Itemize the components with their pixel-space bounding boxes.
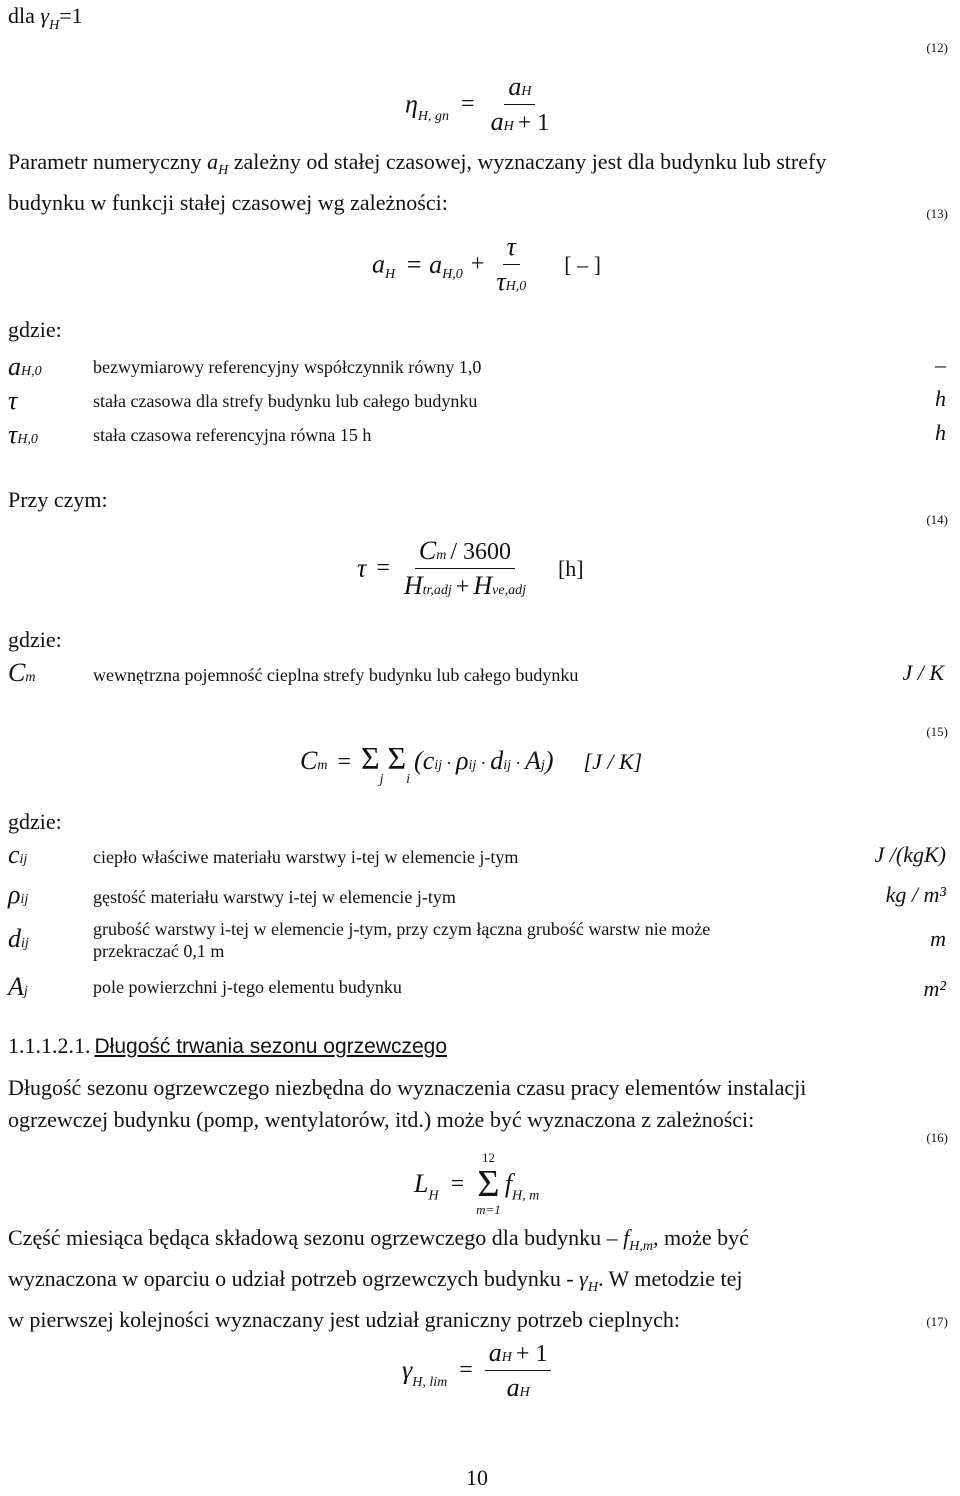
eq14-num-c: C xyxy=(418,536,437,565)
intro-prefix: dla xyxy=(8,3,35,28)
where-label-2: gdzie: xyxy=(8,627,62,652)
def-description: ciepło właściwe materiału warstwy i-tej w elemencie j-tym xyxy=(93,847,519,867)
p3-f-sub: H,m xyxy=(629,1239,653,1254)
eq14-den-plus: + xyxy=(455,574,470,600)
def-description: grubość warstwy i-tej w elemencie j-tym, przy czym łączna grubość warstw nie może xyxy=(93,919,711,939)
eq15-d: d xyxy=(490,746,504,775)
eq16-f-sub: H, m xyxy=(512,1188,540,1204)
eq15-unit: [J / K] xyxy=(583,749,643,774)
equation-number-14: (14) xyxy=(926,512,948,527)
eq13-term: = a xyxy=(405,249,443,279)
eq15-a: A xyxy=(525,746,541,775)
sum-sign-i: Σ xyxy=(387,740,407,776)
definition-row xyxy=(0,386,960,420)
def-sub: m xyxy=(25,670,36,685)
def-symbol: ρ xyxy=(8,880,21,909)
eq14-equals: = xyxy=(376,555,390,581)
eq15-rho: ρ xyxy=(456,746,469,775)
page-number: 10 xyxy=(466,1465,488,1490)
eq17-num-a: a xyxy=(488,1338,502,1367)
def-unit: h xyxy=(935,420,946,445)
eq13-lhs-sub: H xyxy=(385,267,396,283)
def-description: gęstość materiału warstwy i-tej w elemencie j-tym xyxy=(93,887,456,907)
where-label-1: gdzie: xyxy=(8,317,62,342)
eq17-lhs: γ xyxy=(402,1355,413,1385)
p2-line2: ogrzewczej budynku (pomp, wentylatorów, itd.) może być wyznaczona z zależności: xyxy=(8,1107,755,1132)
eq14-den-a-sub: tr,adj xyxy=(422,583,452,598)
eq13-den-sub: H,0 xyxy=(505,279,527,294)
eq17-den-a: a xyxy=(506,1373,520,1402)
paragraph-1 xyxy=(8,146,952,219)
definition-row xyxy=(0,918,960,966)
eq14-num-rest: / 3600 xyxy=(450,539,511,565)
def-sub: ij xyxy=(19,852,28,867)
p3-line1-b: , może być xyxy=(653,1225,749,1250)
definition-row xyxy=(0,972,960,1006)
definition-row xyxy=(0,658,960,692)
equation-number-15: (15) xyxy=(926,724,948,739)
equation-number-13: (13) xyxy=(926,206,948,221)
eq15-a-sub: j xyxy=(540,758,545,773)
eq16-equals: = xyxy=(450,1170,465,1197)
equation-12 xyxy=(405,72,553,137)
equation-13 xyxy=(372,232,601,297)
p1-line2: budynku w funkcji stałej czasowej wg zależności: xyxy=(8,190,448,215)
eta-symbol: η xyxy=(405,89,418,119)
def-symbol: τ xyxy=(8,386,18,415)
def-description: stała czasowa dla strefy budynku lub całego budynku xyxy=(93,391,478,411)
eq16-upper: 12 xyxy=(481,1150,495,1165)
definition-row xyxy=(0,840,960,874)
def-sub: H,0 xyxy=(17,432,38,447)
definition-row xyxy=(0,352,960,386)
p1-text-a: Parametr numeryczny xyxy=(8,149,208,174)
denominator-a: a xyxy=(490,107,504,136)
sum-sign-j: Σ xyxy=(361,740,380,776)
def-symbol: d xyxy=(8,924,21,953)
eq17-num-rest: + 1 xyxy=(515,1341,548,1367)
def-description: wewnętrzna pojemność cieplna strefy budynku lub całego budynku xyxy=(93,665,579,685)
eq16-lower: m=1 xyxy=(476,1202,501,1217)
eq17-lhs-sub: H, lim xyxy=(412,1375,448,1391)
eq15-d-sub: ij xyxy=(503,758,512,773)
equation-number-12: (12) xyxy=(926,40,948,55)
fraction xyxy=(487,72,554,137)
p2-line1: Długość sezonu ogrzewczego niezbędna do wyznaczenia czasu pracy elementów instalacji xyxy=(8,1075,807,1100)
numerator-a: a xyxy=(508,72,522,101)
eq13-fraction xyxy=(492,232,530,297)
eq17-equals: = xyxy=(459,1357,473,1383)
def-sub: ij xyxy=(21,936,29,951)
intro-line xyxy=(8,0,83,42)
eq17-num-sub: H xyxy=(501,1350,512,1365)
equation-17 xyxy=(402,1338,551,1403)
def-unit: J /(kgK) xyxy=(874,842,946,867)
equation-16 xyxy=(414,1150,539,1218)
eta-sub: H, gn xyxy=(417,109,450,125)
eq16-sum xyxy=(476,1150,501,1218)
p3-line3: w pierwszej kolejności wyznaczany jest udział graniczny potrzeb cieplnych: xyxy=(8,1307,680,1332)
eq14-lhs: τ xyxy=(357,553,367,583)
equation-14 xyxy=(357,536,584,601)
eq13-num: τ xyxy=(506,232,516,261)
def-unit: J / K xyxy=(902,660,944,685)
eq15-sum-i: i xyxy=(406,772,411,787)
p1-sym-sub: H xyxy=(218,163,229,178)
p1-sym: a xyxy=(207,149,219,174)
eq15-lhs: C xyxy=(300,746,318,775)
section-heading xyxy=(8,1030,447,1062)
eq13-lhs: a xyxy=(372,249,385,279)
equation-number-17: (17) xyxy=(926,1314,948,1329)
eq14-num-sub: m xyxy=(436,548,447,563)
eq14-den-a: H xyxy=(403,571,423,600)
eq15-close: ) xyxy=(544,746,554,775)
def-sub: j xyxy=(23,984,28,999)
p3-gamma: γ xyxy=(579,1266,588,1291)
equals-sign: = xyxy=(461,91,475,117)
def-symbol: c xyxy=(8,840,20,869)
denominator-sub: H xyxy=(503,119,514,134)
def-description: pole powierzchni j-tego elementu budynku xyxy=(93,977,402,997)
eq16-lhs: L xyxy=(414,1169,429,1198)
def-unit: h xyxy=(935,386,946,411)
numerator-sub: H xyxy=(521,84,532,99)
section-number: 1.1.1.2.1. xyxy=(8,1033,91,1058)
def-description: bezwymiarowy referencyjny współczynnik równy 1,0 xyxy=(93,357,482,377)
eq15-c-sub: ij xyxy=(434,758,443,773)
gamma-symbol: γ xyxy=(40,3,50,28)
eq14-unit: [h] xyxy=(557,555,584,581)
def-unit: kg / m³ xyxy=(885,882,946,907)
eq15-lhs-sub: m xyxy=(317,758,328,773)
eq14-fraction xyxy=(400,536,530,601)
eq13-term-sub: H,0 xyxy=(442,267,463,283)
p3-line2-a: wyznaczona w oparciu o udział potrzeb ogrzewczych budynku - xyxy=(8,1266,580,1291)
eq13-unit: [ – ] xyxy=(564,251,601,277)
p3-line2-b: . W metodzie tej xyxy=(597,1266,743,1291)
def-description: stała czasowa referencyjna równa 15 h xyxy=(93,425,372,445)
equation-15: Cm = Σj Σi (cij · ρij · dij · Aj) [J / K] xyxy=(300,740,643,787)
sum-sign: Σ xyxy=(477,1163,500,1205)
def-unit: m xyxy=(930,926,946,951)
def-description-2: przekraczać 0,1 m xyxy=(93,941,225,961)
paragraph-3 xyxy=(8,1222,952,1336)
eq17-den-sub: H xyxy=(519,1385,530,1400)
eq13-den: τ xyxy=(496,267,506,296)
p1-text-b: zależny od stałej czasowej, wyznaczany jest dla budynku lub strefy xyxy=(228,149,827,174)
eq15-sum-j: j xyxy=(379,772,384,787)
definition-row xyxy=(0,420,960,454)
eq16-f: f xyxy=(504,1169,513,1198)
eq14-den-b: H xyxy=(473,571,493,600)
gamma-sub: H xyxy=(49,18,60,33)
def-sub: ij xyxy=(20,892,29,907)
def-unit: m² xyxy=(923,976,946,1001)
eq15-c: (c xyxy=(414,746,435,775)
eq15-equals: = xyxy=(337,749,352,775)
przy-czym-label: Przy czym: xyxy=(8,487,108,512)
eq16-lhs-sub: H xyxy=(428,1188,439,1204)
def-symbol: τ xyxy=(8,420,18,449)
p3-f: f xyxy=(623,1225,630,1250)
def-symbol: A xyxy=(8,972,24,1001)
paragraph-2 xyxy=(8,1072,952,1136)
definition-row xyxy=(0,880,960,914)
eq15-rho-sub: ij xyxy=(468,758,477,773)
section-title: Długość trwania sezonu ogrzewczego xyxy=(94,1035,448,1058)
equation-number-16: (16) xyxy=(926,1130,948,1145)
where-label-3: gdzie: xyxy=(8,809,62,834)
denominator-rest: + 1 xyxy=(517,110,550,136)
def-sub: H,0 xyxy=(21,364,42,379)
def-symbol: C xyxy=(8,658,26,687)
p3-gamma-sub: H xyxy=(587,1280,598,1295)
intro-rest: =1 xyxy=(59,3,83,28)
def-symbol: a xyxy=(8,352,21,381)
eq13-plus: + xyxy=(470,251,485,277)
def-unit: – xyxy=(935,352,946,377)
eq14-den-b-sub: ve,adj xyxy=(492,583,526,598)
p3-line1-a: Część miesiąca będąca składową sezonu ogrzewczego dla budynku – xyxy=(8,1225,624,1250)
eq17-fraction xyxy=(485,1338,552,1403)
